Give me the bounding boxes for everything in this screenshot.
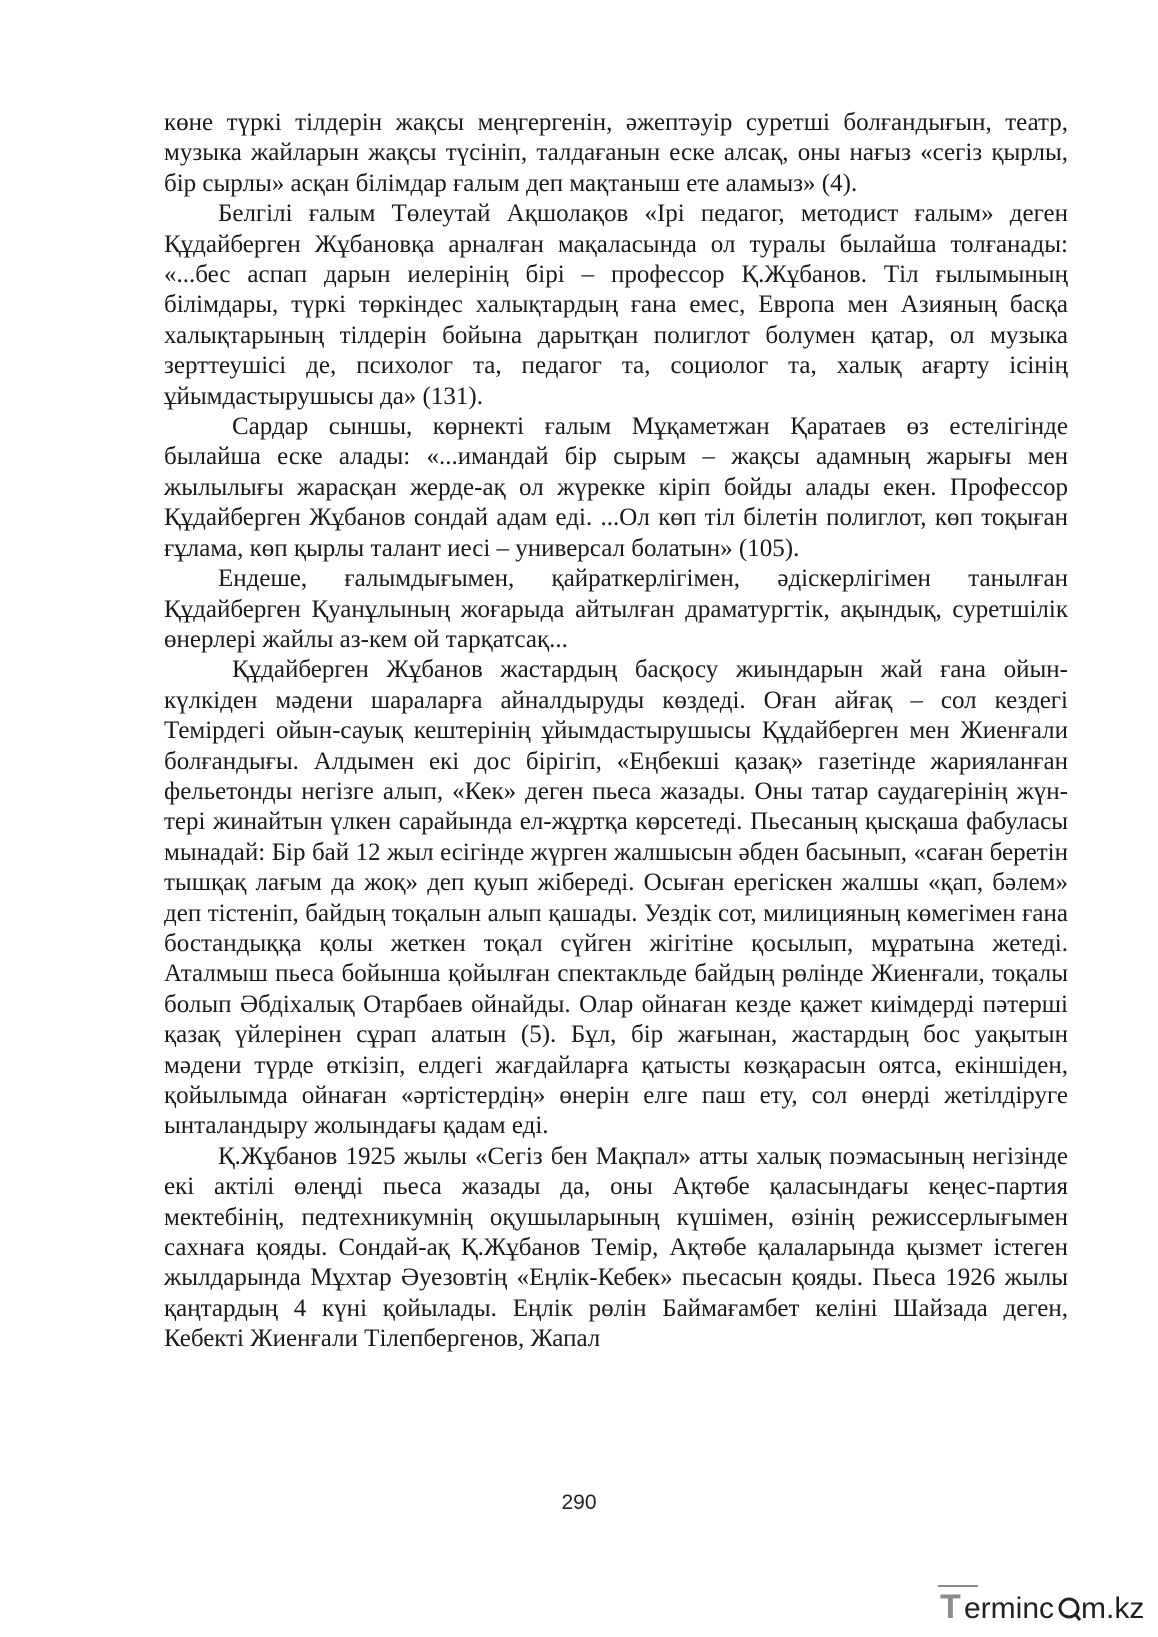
paragraph-3: Сардар сыншы, көрнекті ғалым Мұқаметжан Қаратаев өз естелігінде былайша еске алады: «...имандай бір сырым – жақсы адамның жарығы мен жылылығы жарасқан жерде-ақ ол жүрекке кіріп бойды алады екен. Профессор Құдайберген Жұбанов сондай адам еді. ...Ол көп тіл білетін полиглот, көп тоқыған ғұлама, көп қырлы талант иесі – универсал болатын» (105). xyxy=(164,413,1068,562)
document-body xyxy=(164,108,1068,1355)
termincom-watermark xyxy=(938,1584,1150,1628)
watermark-word-mkz: m.kz xyxy=(1081,1592,1145,1625)
paragraph-5: Құдайберген Жұбанов жастардың басқосу жиындарын жай ғана ойын-күлкіден мәдени шараларға айналдыруды көздеді. Оған айғақ – сол кездегі Темірдегі ойын-сауық кештерінің ұйымдастырушысы Құдайберген мен Жиенғали болғандығы. Алдымен екі дос бірігіп, «Еңбекші қазақ» газетінде жарияланған фельетонды негізге алып, «Кек» деген пьеса жазады. Оны татар саудагерінің жүн-тері жинайтын үлкен сарайында ел-жұртқа көрсетеді. Пьесаның қысқаша фабуласы мынадай: Бір бай 12 жыл есігінде жүрген жалшысын әбден басынып, «саған беретін тышқақ лағым да жоқ» деп қуып жібереді. Осыған ерегіскен жалшы «қап, бәлем» деп тістеніп, байдың тоқалын алып қашады. Уездік сот, милицияның көмегімен ғана бостандыққа қолы жеткен тоқал сүйген жігітіне қосылып, мұратына жетеді. Аталмыш пьеса бойынша қойылған спектакльде байдың рөлінде Жиенғали, тоқалы болып Әбдіхалық Отарбаев ойнайды. Олар ойнаған кезде қажет киімдерді пәтерші қазақ үйлерінен сұрап алатын (5). Бұл, бір жағынан, жастардың бос уақытын мәдени түрде өткізіп, елдегі жағдайларға қатысты көзқарасын оятса, екіншіден, қойылымда ойнаған «әртістердің» өнерін елге паш ету, сол өнерді жетілдіруге ынталандыру жолындағы қадам еді. xyxy=(164,656,1068,1140)
paragraph-2: Белгілі ғалым Төлеутай Ақшолақов «Ірі педагог, методист ғалым» деген Құдайберген Жұбановқа арналған мақаласында ол туралы былайша толғанады: «...бес аспап дарын иелерінің бірі – профессор Қ.Жұбанов. Тіл ғылымының білімдары, түркі төркіндес халықтардың ғана емес, Европа мен Азияның басқа халықтарының тілдерін бойына дарытқан полиглот болумен қатар, ол музыка зерттеушісі де, психолог та, педагог та, социолог та, халық ағарту ісінің ұйымдастырушысы да» (131). xyxy=(164,200,1068,410)
page-number: 290 xyxy=(561,1491,597,1514)
watermark-letter-t: T xyxy=(940,1588,961,1626)
watermark-logo xyxy=(938,1584,1150,1628)
paragraph-6: Қ.Жұбанов 1925 жылы «Сегіз бен Мақпал» атты халық поэмасының негізінде екі актілі өлеңді пьеса жазады да, оны Ақтөбе қаласындағы кеңес-партия мектебінің, педтехникумнің оқушыларының күшімен, өзінің режиссерлығымен сахнаға қояды. Сондай-ақ Қ.Жұбанов Темір, Ақтөбе қалаларында қызмет істеген жылдарында Мұхтар Әуезовтің «Еңлік-Кебек» пьесасын қояды. Пьеса 1926 жылы қаңтардың 4 күні қойылады. Еңлік рөлін Баймағамбет келіні Шайзада деген, Кебекті Жиенғали Тілепбергенов, Жапал xyxy=(164,1142,1068,1353)
watermark-word-terminc: erminc xyxy=(964,1592,1055,1625)
paragraph-4: Ендеше, ғалымдығымен, қайраткерлігімен, әдіскерлігімен танылған Құдайберген Қуанұлының жоғарыда айтылған драматургтік, ақындық, суретшілік өнерлері жайлы аз-кем ой тарқатсақ... xyxy=(164,565,1068,653)
magnifier-o-icon xyxy=(1060,1599,1080,1620)
paragraph-1: көне түркі тілдерін жақсы меңгергенін, әжептәуір суретші болғандығын, театр, музыка жайларын жақсы түсініп, талдағанын еске алсақ, оны нағыз «сегіз қырлы, бір сырлы» асқан білімдар ғалым деп мақтаныш ете аламыз» (4). xyxy=(164,109,1068,197)
